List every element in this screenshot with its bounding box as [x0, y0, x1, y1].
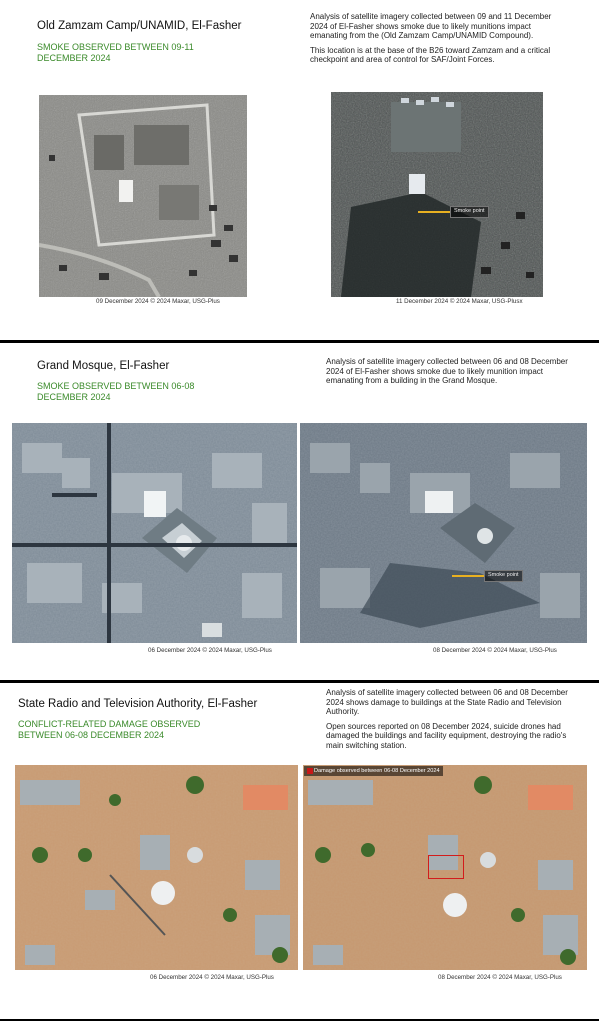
section-description — [326, 688, 578, 756]
satellite-image-after — [331, 92, 543, 297]
image-caption: 09 December 2024 © 2024 Maxar, USG-Plus — [96, 298, 220, 305]
section-subtitle: CONFLICT-RELATED DAMAGE OBSERVED BETWEEN 06-08 DECEMBER 2024 — [18, 719, 201, 740]
section-description — [310, 12, 568, 70]
satellite-image-after — [300, 423, 587, 643]
section-title: Grand Mosque, El-Fasher — [37, 360, 170, 372]
image-caption: 08 December 2024 © 2024 Maxar, USG-Plus — [438, 974, 562, 981]
section-title: State Radio and Television Authority, El-Fasher — [18, 698, 258, 710]
image-caption: 11 December 2024 © 2024 Maxar, USG-Plusx — [396, 298, 523, 305]
description-paragraph: Analysis of satellite imagery collected between 09 and 11 December 2024 of El-Fasher shows smoke due to likely munitions impact emanating from the (Old Zamzam Camp/UNAMID Compound). — [310, 12, 552, 41]
damage-marker — [428, 855, 464, 879]
satellite-image-before — [12, 423, 297, 643]
satellite-image-before — [39, 95, 247, 297]
section-radio-tv — [0, 683, 599, 1024]
section-divider — [0, 1019, 599, 1021]
section-description — [326, 357, 576, 391]
section-subtitle: SMOKE OBSERVED BETWEEN 09-11 DECEMBER 2024 — [37, 42, 194, 63]
damage-legend: Damage observed between 06-08 December 2024 — [304, 766, 443, 776]
description-paragraph: Open sources reported on 08 December 2024, suicide drones had damaged the buildings and facility equipment, destroying the radio's main switching station. — [326, 721, 567, 750]
image-caption: 06 December 2024 © 2024 Maxar, USG-Plus — [148, 647, 272, 654]
smoke-arrow — [418, 211, 450, 213]
smoke-point-label: Smoke point — [484, 570, 523, 582]
satellite-image-before — [15, 765, 298, 970]
section-subtitle: SMOKE OBSERVED BETWEEN 06-08 DECEMBER 2024 — [37, 381, 195, 402]
section-title: Old Zamzam Camp/UNAMID, El-Fasher — [37, 20, 242, 32]
section-grand-mosque — [0, 343, 599, 680]
description-paragraph: This location is at the base of the B26 toward Zamzam and a critical checkpoint and area of control for SAF/Joint Forces. — [310, 45, 551, 65]
description-paragraph: Analysis of satellite imagery collected between 06 and 08 December 2024 shows damage to buildings at the State Radio and Television Authority. — [326, 688, 568, 717]
smoke-point-label: Smoke point — [450, 206, 489, 218]
section-zamzam — [0, 0, 599, 340]
damage-legend-swatch — [307, 768, 313, 774]
image-caption: 08 December 2024 © 2024 Maxar, USG-Plus — [433, 647, 557, 654]
smoke-arrow — [452, 575, 484, 577]
description-paragraph: Analysis of satellite imagery collected between 06 and 08 December 2024 of El-Fasher shows smoke due to likely munition impact emanating from a building in the Grand Mosque. — [326, 357, 568, 386]
image-caption: 06 December 2024 © 2024 Maxar, USG-Plus — [150, 974, 274, 981]
